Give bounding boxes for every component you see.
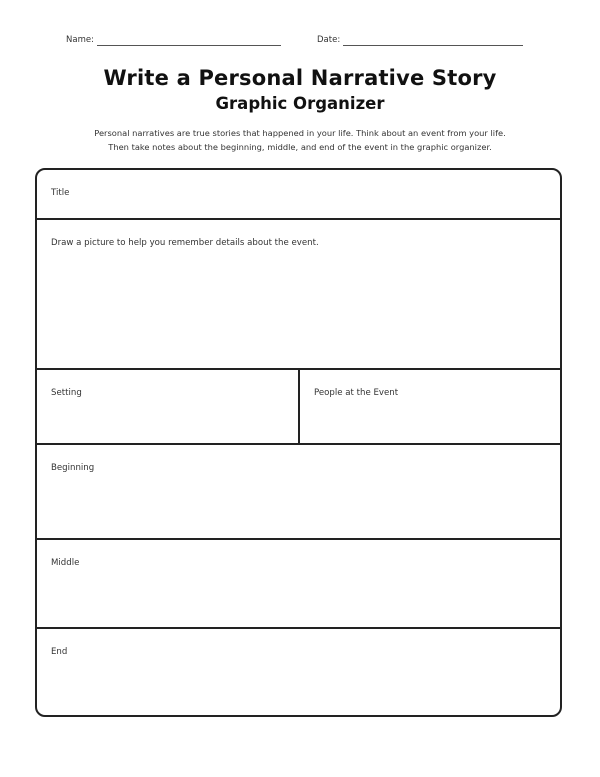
graphic-organizer: [35, 168, 562, 717]
drawing-box[interactable]: [37, 220, 560, 370]
people-box-label: People at the Event: [314, 388, 399, 398]
setting-box[interactable]: [37, 370, 300, 443]
end-box[interactable]: [37, 629, 560, 717]
beginning-box-label: Beginning: [51, 463, 95, 473]
date-field: [317, 34, 523, 46]
instructions: [30, 126, 570, 154]
page-subtitle: Graphic Organizer: [215, 94, 385, 113]
setting-people-row: [37, 370, 560, 445]
drawing-box-label: Draw a picture to help you remember details about the event.: [51, 238, 319, 248]
setting-box-label: Setting: [51, 388, 82, 398]
name-field: [66, 34, 281, 46]
title-box-label: Title: [51, 188, 70, 198]
name-write-line[interactable]: [97, 35, 281, 46]
people-box[interactable]: [300, 370, 560, 443]
name-label: Name:: [66, 35, 94, 45]
instructions-line-2: Then take notes about the beginning, middle, and end of the event in the graphic organizer.: [108, 142, 492, 152]
date-label: Date:: [317, 35, 341, 45]
end-box-label: End: [51, 647, 68, 657]
page-title: Write a Personal Narrative Story: [103, 66, 497, 90]
worksheet-header: [0, 34, 600, 48]
instructions-line-1: Personal narratives are true stories that happened in your life. Think about an event from your life.: [94, 128, 506, 138]
date-write-line[interactable]: [343, 35, 523, 46]
title-box[interactable]: [37, 170, 560, 220]
beginning-box[interactable]: [37, 445, 560, 540]
middle-box[interactable]: [37, 540, 560, 629]
middle-box-label: Middle: [51, 558, 80, 568]
